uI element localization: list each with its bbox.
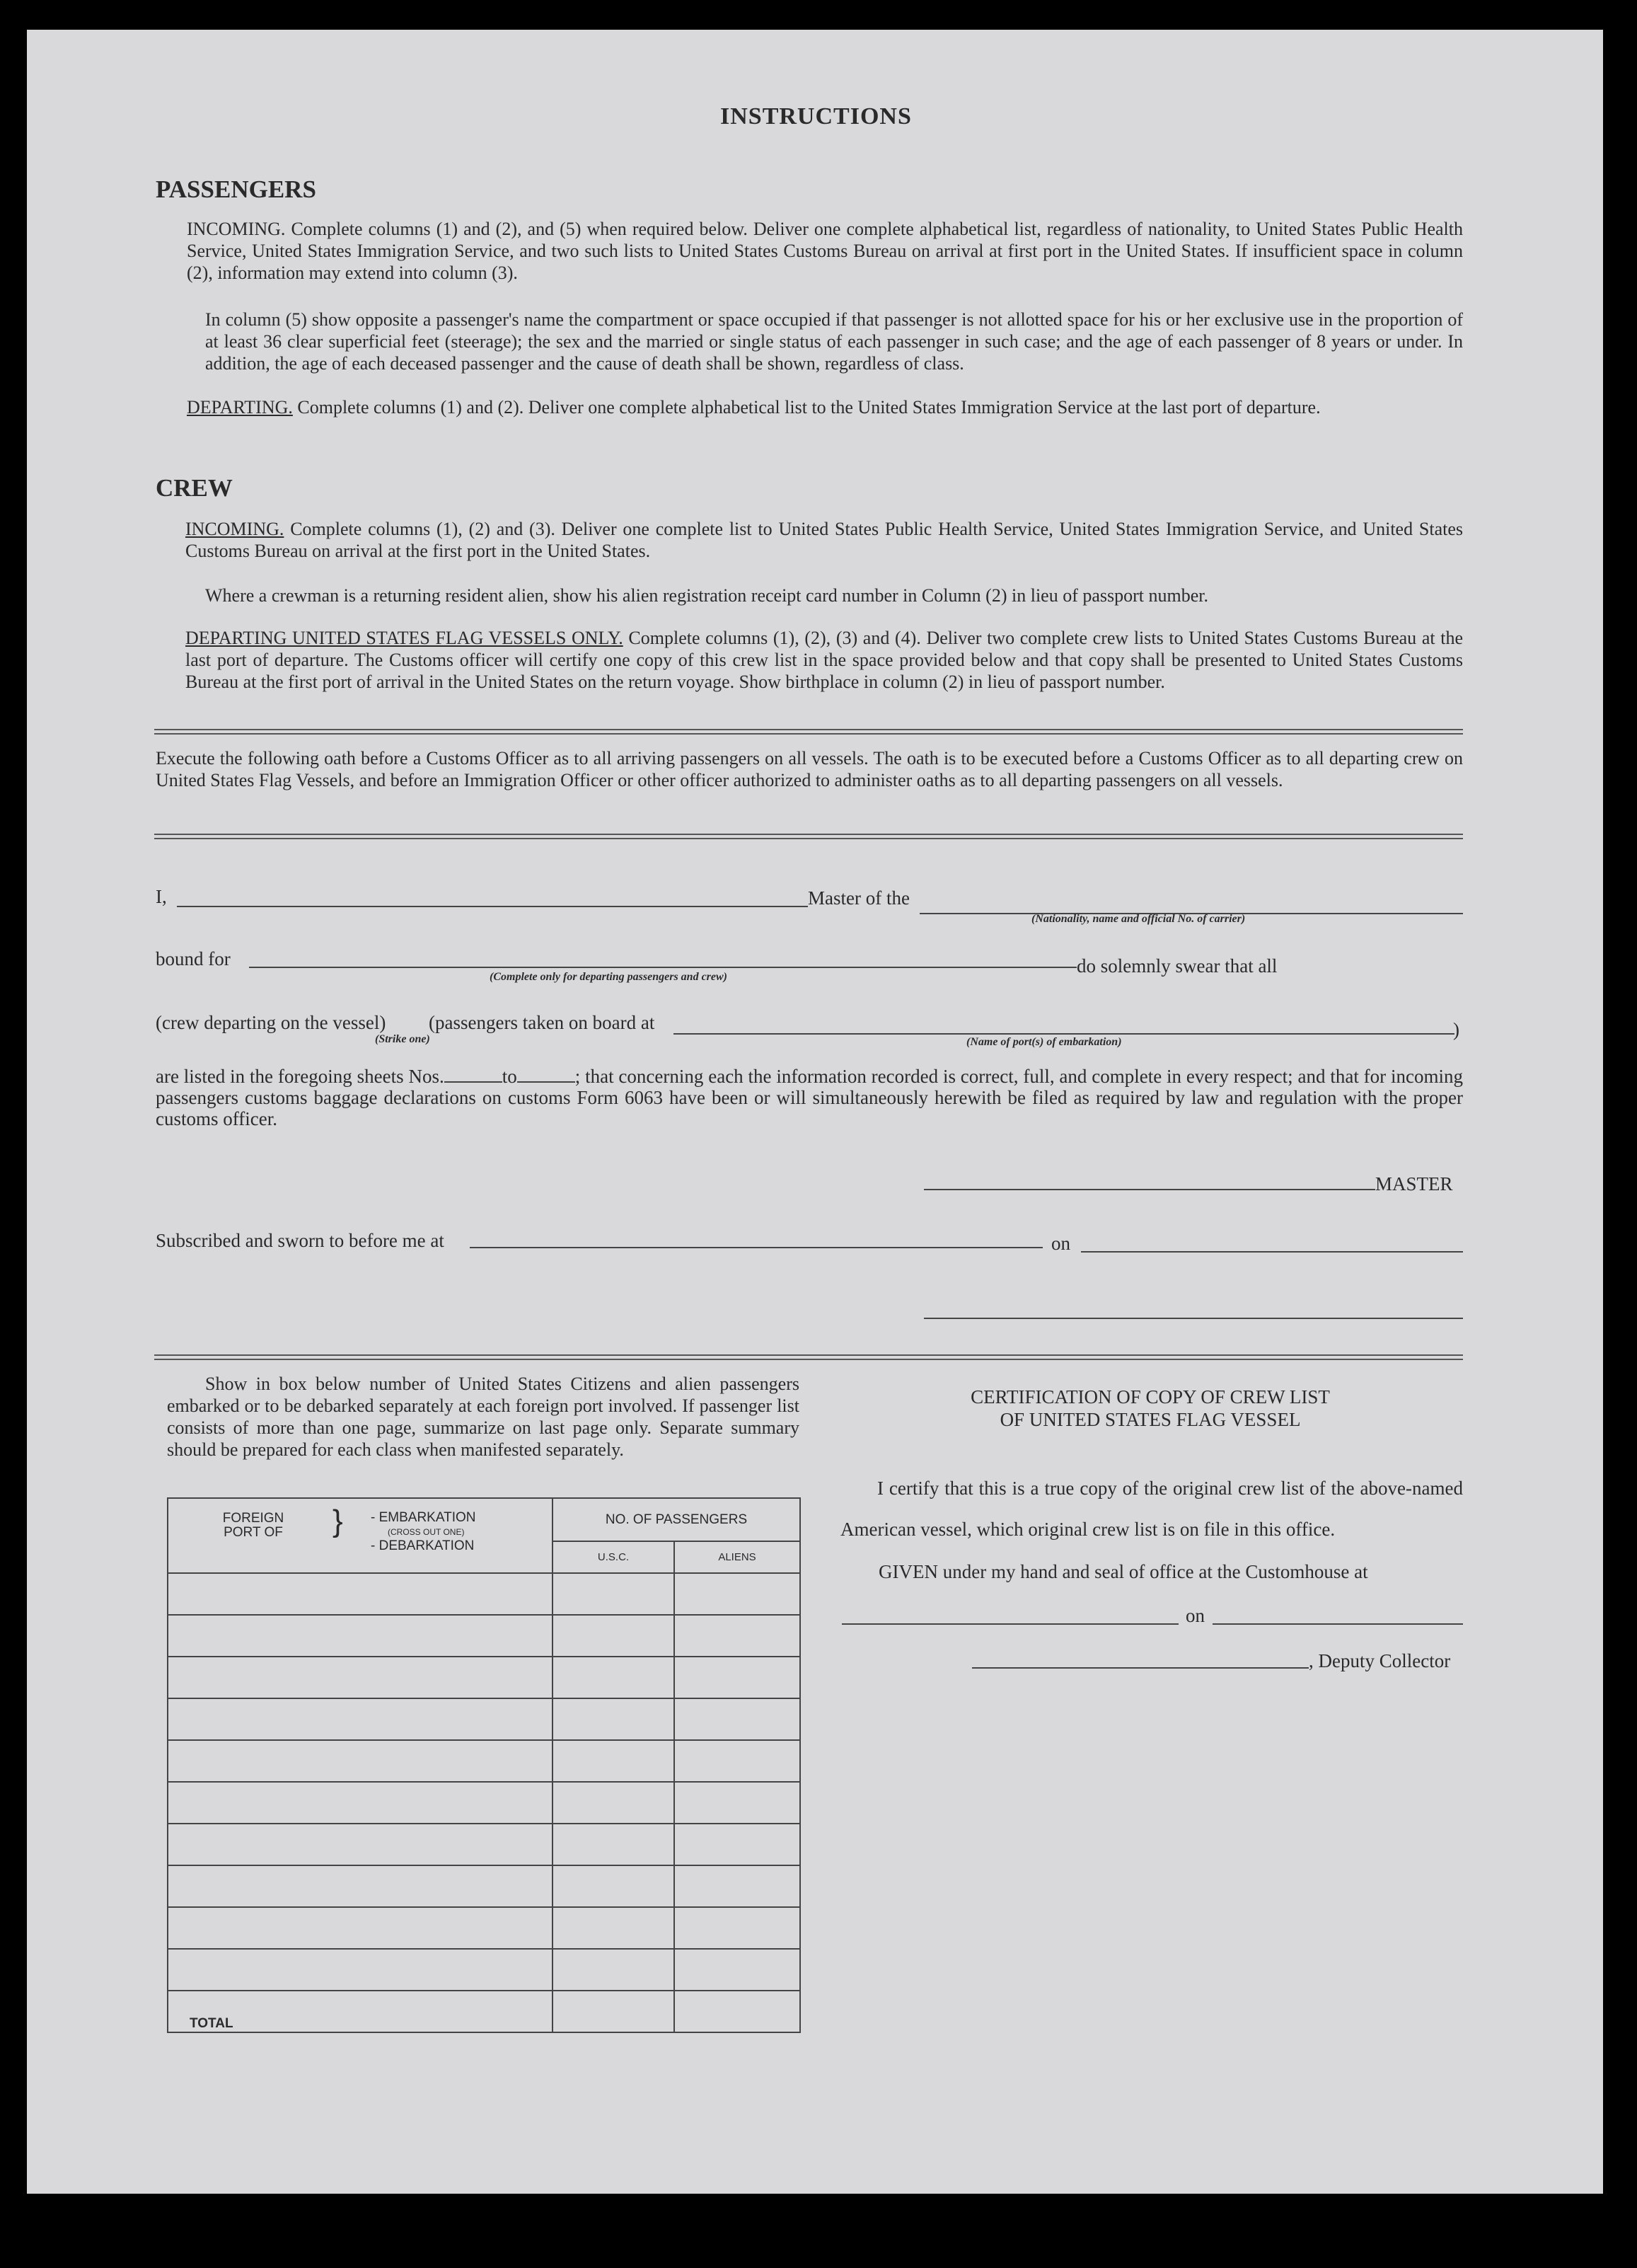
no-of-passengers: NO. OF PASSENGERS	[553, 1498, 800, 1541]
certification-title-line2: OF UNITED STATES FLAG VESSEL	[1000, 1409, 1301, 1430]
crew-departing	[185, 627, 1463, 693]
usc-cell[interactable]	[553, 1782, 674, 1824]
carrier-caption: (Nationality, name and official No. of carrier)	[1031, 913, 1246, 925]
aliens-cell[interactable]	[674, 1698, 800, 1740]
passengers-column5: In column (5) show opposite a passenger's name the compartment or space occupied if that passenger is not allotted space for his or her exclusive use in the proportion of at least 36 clear superficial feet (steerage); the sex and the married or single status of each passenger in such case; and the age of each passenger of 8 years or under. In addition, the age of each deceased passenger and the cause of death shall be shown, regardless of class.	[205, 309, 1463, 374]
sheet-from-field[interactable]	[444, 1081, 502, 1083]
sheet-to-field[interactable]	[517, 1081, 575, 1083]
table-row	[168, 1865, 800, 1907]
sworn-at-field[interactable]	[470, 1247, 1043, 1248]
close-paren: )	[1453, 1019, 1459, 1040]
strike-one-caption: (Strike one)	[375, 1033, 430, 1045]
table-row	[168, 1573, 800, 1615]
passengers-option: (passengers taken on board at	[429, 1012, 655, 1033]
total-label: TOTAL	[168, 1991, 553, 2032]
oath-instructions: Execute the following oath before a Customs Officer as to all arriving passengers on all vessels. The oath is to be executed before a Customs Officer as to all departing crew on United States Flag Vessels, and before an Immigration Officer or other officer authorized to administer oaths as to all departing passengers on all vessels.	[156, 748, 1463, 790]
port-cell[interactable]	[168, 1949, 553, 1991]
passenger-summary-table	[167, 1497, 801, 2033]
double-rule	[154, 834, 1463, 839]
cross-out-one: (CROSS OUT ONE)	[388, 1527, 465, 1537]
aliens-cell[interactable]	[674, 1824, 800, 1865]
instructions-title: INSTRUCTIONS	[720, 103, 912, 129]
cert-date-field[interactable]	[1213, 1623, 1463, 1625]
usc-cell[interactable]	[553, 1949, 674, 1991]
summary-text: Show in box below number of United States Citizens and alien passengers embarked or to be debarked separately at each foreign port involved. If passenger list consists of more than one page, summarize on last page only. Separate summary should be prepared for each class when manifested separately.	[167, 1374, 799, 1460]
usc-cell[interactable]	[553, 1907, 674, 1949]
bound-for-label: bound for	[156, 948, 231, 969]
port-cell[interactable]	[168, 1615, 553, 1657]
double-rule	[154, 729, 1463, 735]
deputy-collector-signature-field[interactable]	[972, 1667, 1309, 1669]
port-cell[interactable]	[168, 1657, 553, 1698]
passengers-departing-label: DEPARTING.	[187, 397, 293, 418]
master-label: MASTER	[1375, 1173, 1453, 1195]
table-row	[168, 1698, 800, 1740]
listed-to: to	[502, 1066, 517, 1087]
usc-cell[interactable]	[553, 1615, 674, 1657]
passengers-incoming	[187, 218, 1463, 284]
aliens-cell[interactable]	[674, 1657, 800, 1698]
customhouse-field[interactable]	[842, 1623, 1179, 1625]
officer-signature-field[interactable]	[924, 1318, 1463, 1319]
crew-incoming-text: Complete columns (1), (2) and (3). Deliver one complete list to United States Public Health Service, United States Immigration Service, and United States Customs Bureau on arrival at the first port in the United States.	[185, 519, 1463, 561]
usc-cell[interactable]	[553, 1824, 674, 1865]
listed-statement	[156, 1066, 1463, 1129]
aliens-header: ALIENS	[674, 1541, 800, 1573]
deputy-collector-label: , Deputy Collector	[1309, 1650, 1451, 1671]
certify-text: I certify that this is a true copy of the original crew list of the above-named American vessel, which original crew list is on file in this office.	[840, 1478, 1463, 1540]
crew-departing-option: (crew departing on the vessel)	[156, 1012, 386, 1033]
master-name-field[interactable]	[177, 906, 808, 907]
total-aliens-cell[interactable]	[674, 1991, 800, 2032]
passengers-incoming-text: Complete columns (1) and (2), and (5) when required below. Deliver one complete alphabetical list, regardless of nationality, to United States Public Health Service, United States Immigration Service, and two such lists to United States Customs Bureau on arrival at first port in the United States. If insufficient space in column (2), information may extend into column (3).	[187, 219, 1463, 283]
embarkation-label: - EMBARKATION	[371, 1510, 476, 1525]
oath-i-label: I,	[156, 886, 167, 907]
passengers-departing-text: Complete columns (1) and (2). Deliver one complete alphabetical list to the United States Immigration Service at the last port of departure.	[297, 397, 1321, 418]
port-cell[interactable]	[168, 1573, 553, 1615]
aliens-cell[interactable]	[674, 1615, 800, 1657]
master-of-label: Master of the	[808, 887, 910, 909]
certification-title	[839, 1386, 1462, 1431]
table-row	[168, 1740, 800, 1782]
usc-cell[interactable]	[553, 1698, 674, 1740]
aliens-cell[interactable]	[674, 1865, 800, 1907]
passengers-heading: PASSENGERS	[156, 175, 316, 203]
usc-cell[interactable]	[553, 1740, 674, 1782]
foreign-port-header	[168, 1498, 553, 1573]
total-row	[168, 1991, 800, 2032]
crew-departing-text: Complete columns (1), (2), (3) and (4). Deliver two complete crew lists to United States Customs Bureau at the last port of departure. The Customs officer will certify one copy of this crew list in the space provided below and that copy shall be presented to United States Customs Bureau at the first port of arrival in the United States on the return voyage. Show birthplace in column (2) in lieu of passport number.	[185, 628, 1464, 692]
table-row	[168, 1657, 800, 1698]
table-row	[168, 1615, 800, 1657]
table-row	[168, 1824, 800, 1865]
table-row	[168, 1907, 800, 1949]
given-text: GIVEN under my hand and seal of office at the Customhouse at	[879, 1561, 1368, 1582]
table-row	[168, 1782, 800, 1824]
crew-incoming	[185, 518, 1463, 562]
port-cell[interactable]	[168, 1865, 553, 1907]
port-cell[interactable]	[168, 1824, 553, 1865]
swear-label: do solemnly swear that all	[1077, 955, 1278, 977]
master-signature-field[interactable]	[924, 1189, 1375, 1190]
aliens-cell[interactable]	[674, 1573, 800, 1615]
passengers-incoming-label: INCOMING.	[187, 219, 286, 239]
aliens-cell[interactable]	[674, 1782, 800, 1824]
debarkation-label: - DEBARKATION	[371, 1538, 475, 1553]
passengers-departing	[187, 396, 1463, 418]
foreign-port-of: FOREIGN PORT OF	[222, 1511, 284, 1540]
embarkation-caption: (Name of port(s) of embarkation)	[966, 1036, 1122, 1048]
listed-a: are listed in the foregoing sheets Nos.	[156, 1066, 444, 1087]
crew-resident-alien: Where a crewman is a returning resident alien, show his alien registration receipt card number in Column (2) in lieu of passport number.	[205, 585, 1209, 606]
port-cell[interactable]	[168, 1698, 553, 1740]
listed-b: ; that concerning each the information recorded is correct, full, and complete in every respect; and that for incoming passengers customs baggage declarations on customs Form 6063 have been or will simultaneously herewith be filed as required by law and regulation with the proper customs officer.	[156, 1066, 1463, 1129]
crew-heading: CREW	[156, 474, 233, 502]
port-cell[interactable]	[168, 1740, 553, 1782]
departing-caption: (Complete only for departing passengers and crew)	[490, 971, 727, 983]
embarkation-port-field[interactable]	[673, 1033, 1454, 1035]
brace-icon: }	[332, 1504, 343, 1538]
usc-cell[interactable]	[553, 1657, 674, 1698]
usc-cell[interactable]	[553, 1865, 674, 1907]
table-row	[168, 1949, 800, 1991]
aliens-cell[interactable]	[674, 1907, 800, 1949]
aliens-cell[interactable]	[674, 1949, 800, 1991]
bound-for-field[interactable]	[249, 967, 1077, 968]
certification-title-line1: CERTIFICATION OF COPY OF CREW LIST	[971, 1386, 1330, 1408]
sworn-date-field[interactable]	[1081, 1251, 1463, 1253]
port-cell[interactable]	[168, 1907, 553, 1949]
port-cell[interactable]	[168, 1782, 553, 1824]
crew-departing-label: DEPARTING UNITED STATES FLAG VESSELS ONLY.	[185, 628, 623, 648]
double-rule	[154, 1354, 1463, 1360]
total-usc-cell[interactable]	[553, 1991, 674, 2032]
aliens-cell[interactable]	[674, 1740, 800, 1782]
usc-header: U.S.C.	[553, 1541, 674, 1573]
cert-on-label: on	[1186, 1605, 1205, 1626]
usc-cell[interactable]	[553, 1573, 674, 1615]
subscribed-label: Subscribed and sworn to before me at	[156, 1230, 444, 1251]
crew-incoming-label: INCOMING.	[185, 519, 284, 539]
on-label: on	[1051, 1233, 1070, 1254]
